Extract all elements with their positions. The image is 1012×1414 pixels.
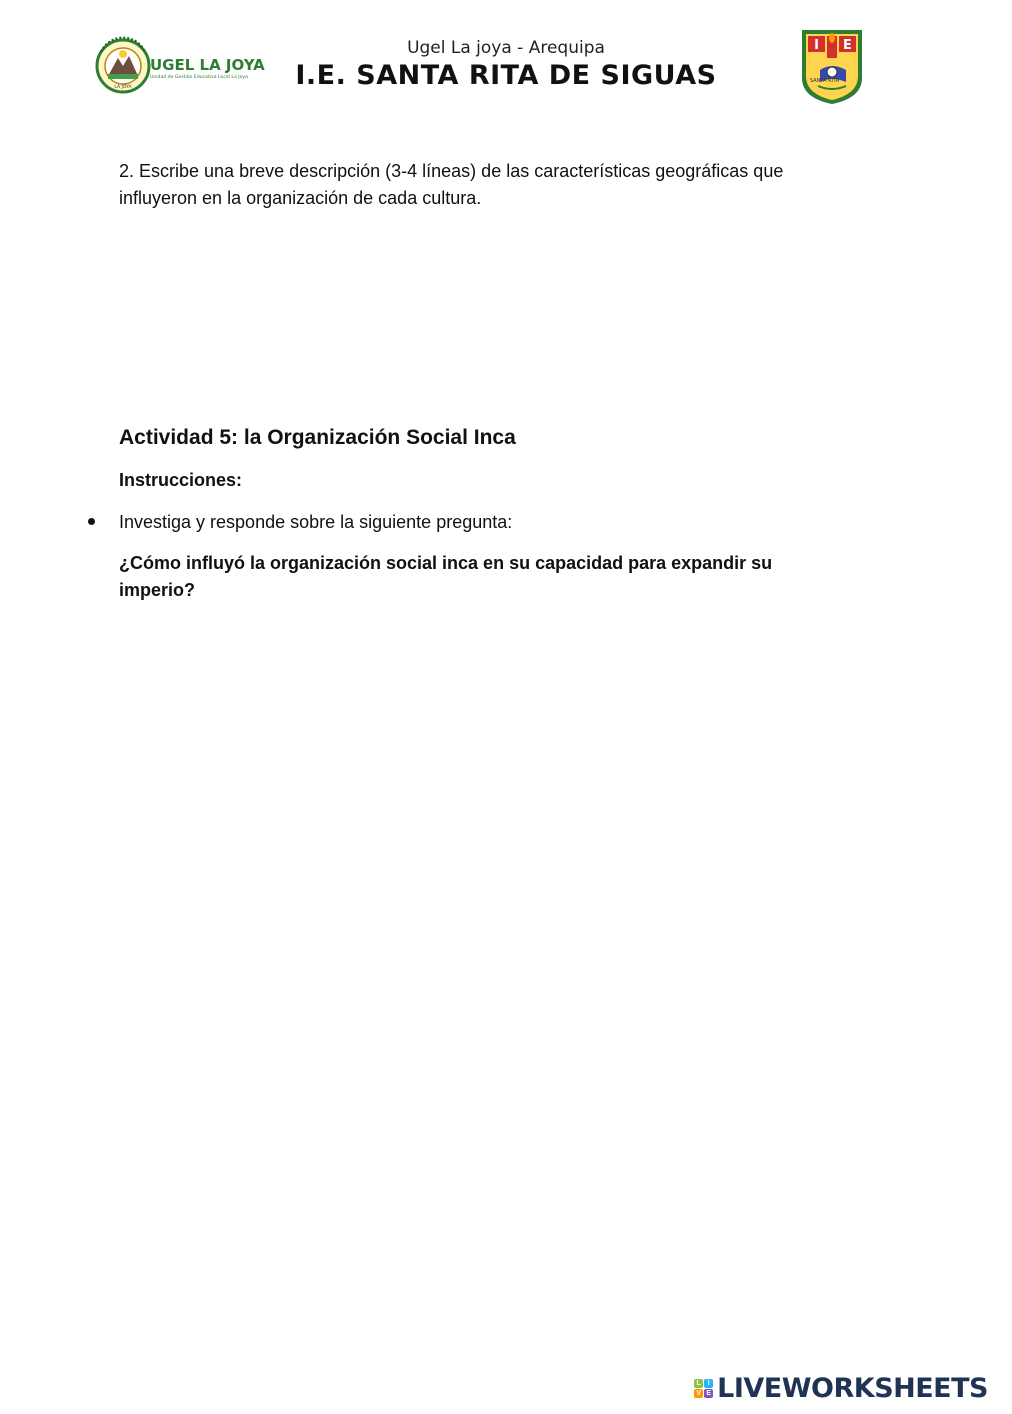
school-title: I.E. SANTA RITA DE SIGUAS xyxy=(295,60,717,91)
header-subtitle: Ugel La joya - Arequipa xyxy=(407,38,605,58)
question-text: ¿Cómo influyó la organización social inca en su capacidad para expandir su imperio? xyxy=(119,553,773,600)
item-2-text: 2. Escribe una breve descripción (3-4 líneas) de las características geográficas que influyeron en la organización de cada cultura. xyxy=(119,161,784,208)
instructions-label: Instrucciones: xyxy=(119,470,243,490)
ugel-logo-label: UGEL LA JOYA xyxy=(150,56,265,74)
liveworksheets-brand-text: LIVEWORKSHEETS xyxy=(717,1372,988,1404)
page-header xyxy=(0,0,1000,120)
shield-ring-text: SANTA RITA xyxy=(810,78,840,84)
shield-letter-e: E xyxy=(843,38,852,53)
ugel-logo-sublabel: Unidad de Gestión Educativa Local La Joya xyxy=(150,75,248,80)
lw-icon-letter-l: L xyxy=(694,1379,703,1388)
lw-icon-letter-e: E xyxy=(704,1389,713,1398)
shield-letter-i: I xyxy=(814,38,819,53)
liveworksheets-brand[interactable] xyxy=(694,1370,988,1406)
bullet-icon xyxy=(88,518,95,525)
lw-icon-letter-v: V xyxy=(694,1389,703,1398)
activity-heading: Actividad 5: la Organización Social Inca xyxy=(119,426,516,449)
bullet-text: Investiga y responde sobre la siguiente pregunta: xyxy=(119,512,513,532)
item-2-block xyxy=(119,158,859,212)
liveworksheets-logo-icon xyxy=(694,1379,713,1398)
school-shield-logo xyxy=(796,26,868,106)
ugel-logo-base-text: LA JOYA xyxy=(114,85,132,90)
lw-icon-letter-i: I xyxy=(704,1379,713,1388)
